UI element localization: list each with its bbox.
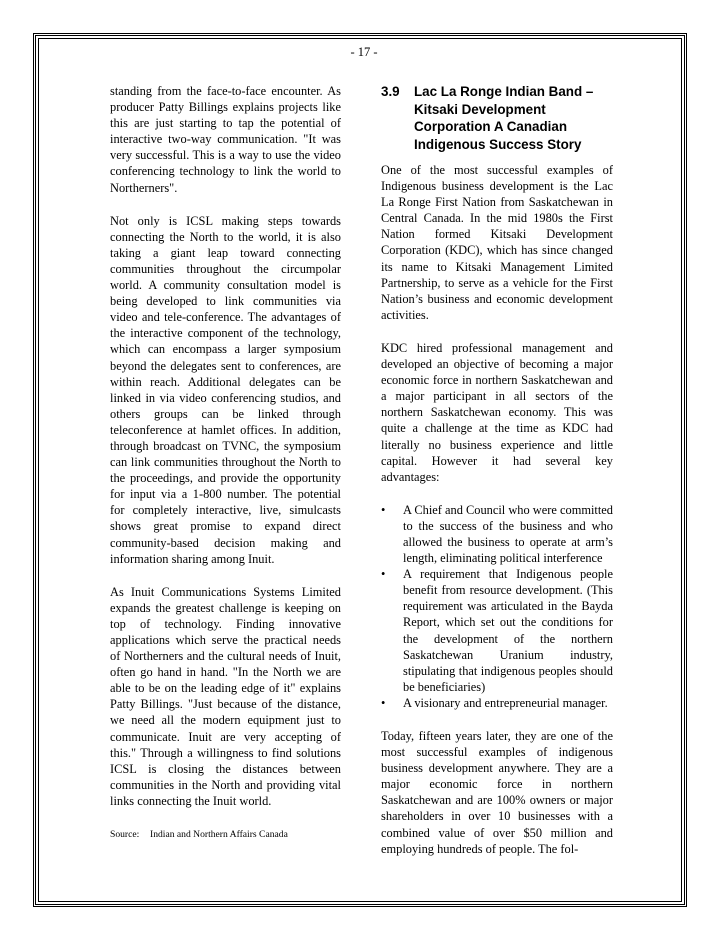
list-item [381, 502, 613, 566]
advantages-list [381, 502, 613, 711]
paragraph: One of the most successful examples of Indigenous business development is the Lac La Ronge First Nation from Saskatchewan in Central Canada. In the mid 1980s the First Nation formed Kitsaki Development Corporation (KDC), which has since changed its name to Kitsaki Management Limited Partnership, to serve as a vehicle for the First Nation’s business and economic development activities. [381, 163, 613, 322]
paragraph: As Inuit Communications Systems Limited expands the greatest challenge is keeping on top of technology. Finding innovative applications which serve the practical needs of Northerners and the cultural needs of Inuit, often go hand in hand. "In the North we are able to be on the leading edge of it" explains Patty Billings. "Just because of the distance, we need all the modern equipment just to communicate. Inuit are very accepting of this." Through a willingness to find solutions ICSL is closing the distances between communities in the North and providing vital links connecting the Inuit world. [110, 584, 341, 808]
list-item-text: A requirement that Indigenous people benefit from resource development. (This requirement was articulated in the Bayda Report, which set out the conditions for the development of the northern Saskatchewan Uranium industry, stipulating that indigenous peoples should be beneficiaries) [403, 567, 613, 694]
page-number: - 17 - [350, 45, 378, 59]
source-label: Source: [110, 829, 140, 841]
list-item [381, 695, 613, 711]
paragraph: standing from the face-to-face encounter. As producer Patty Billings explains projects like this are just starting to tap the potential of interactive two-way communication. "It was very successful. This is a way to use the video conferencing technology to link the world to Northerners". [110, 84, 341, 195]
paragraph: KDC hired professional management and developed an objective of becoming a major economic force in northern Saskatchewan and a major participant in all sectors of the northern Saskatchewan economy. This was quite a challenge at the time as KDC had literally no business experience and little capital. However it had several key advantages: [381, 340, 613, 484]
source-text: Indian and Northern Affairs Canada [150, 829, 288, 841]
section-heading [381, 83, 621, 153]
bullet-icon: • [381, 567, 386, 582]
source-citation [110, 829, 341, 841]
list-item-text: A Chief and Council who were committed to the success of the business and who allowed the business to operate at arm’s length, eliminating political interference [403, 502, 613, 566]
list-item-text: A visionary and entrepreneurial manager. [403, 695, 608, 710]
right-column [381, 162, 613, 874]
section-title: Lac La Ronge Indian Band – Kitsaki Development Corporation A Canadian Indigenous Success Story [414, 84, 594, 152]
list-item [381, 566, 613, 695]
bullet-icon: • [381, 502, 386, 517]
section-number: 3.9 [381, 84, 400, 99]
paragraph: Not only is ICSL making steps towards connecting the North to the world, it is also taking a giant leap toward connecting communities throughout the circumpolar world. A community consultation model is being developed to link communities via video and tele-conference. The advantages of the interactive component of the technology, which can encompass a larger symposium beyond the delegates sent to conferences, are within reach. Additional delegates can be linked in via video conferencing studios, and others groups can be linked through teleconference at hamlet offices. In addition, through broadcast on TVNC, the symposium can link communities throughout the North to the proceedings, and provide the opportunity for input via a 1-800 number. The potential for completely interactive, live, simulcasts shows great promise to expand direct community-based decision making and information sharing among Inuit. [110, 213, 341, 566]
bullet-icon: • [381, 695, 386, 710]
paragraph: Today, fifteen years later, they are one of the most successful examples of indigenous business development anywhere. They are a major economic force in northern Saskatchewan and are 100% owners or major shareholders in over 10 businesses with a combined value of over $50 million and employing hundreds of people. The fol- [381, 729, 613, 856]
left-column [110, 83, 341, 841]
